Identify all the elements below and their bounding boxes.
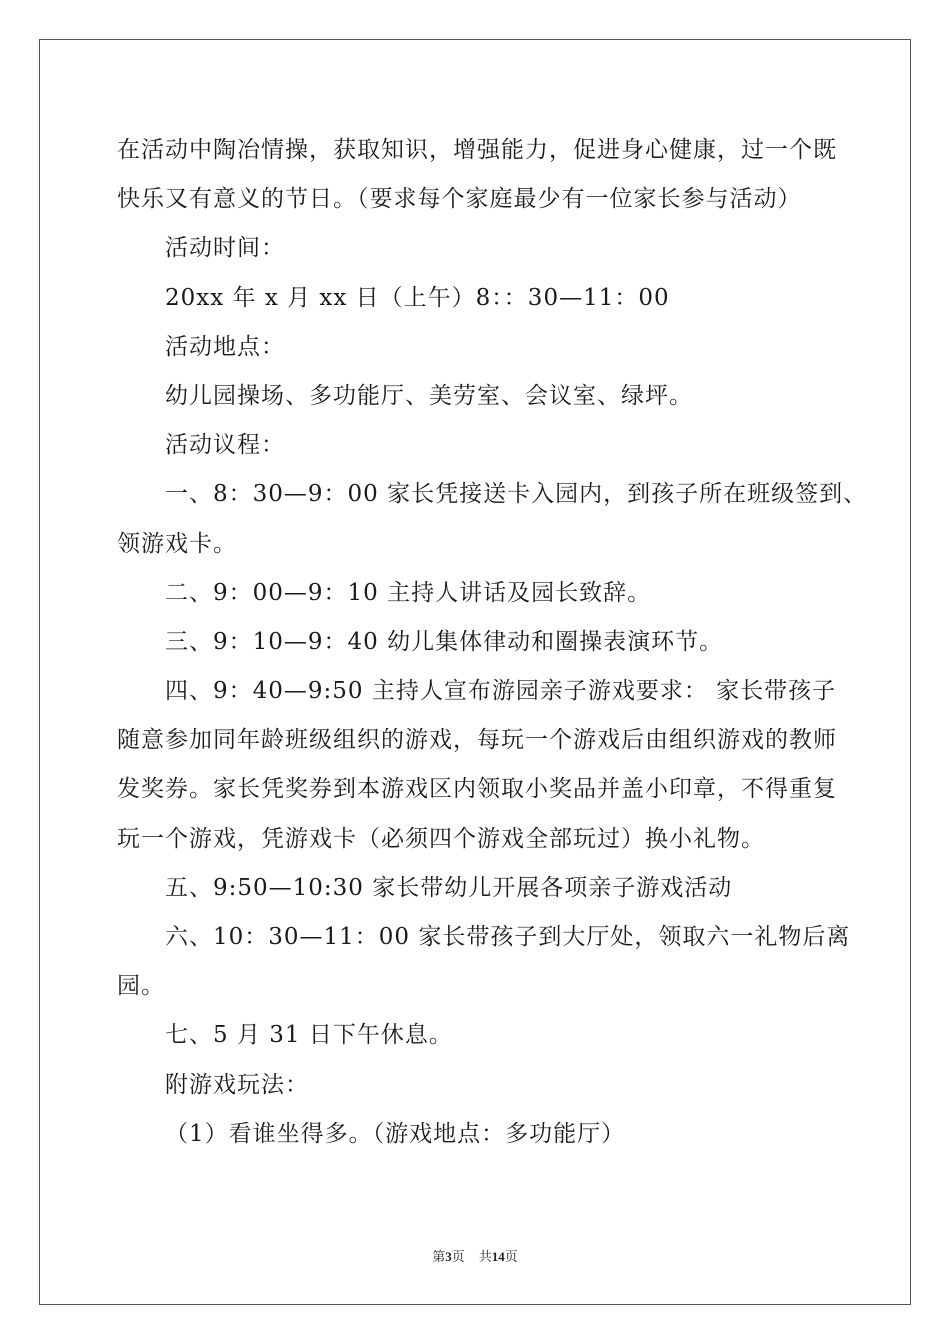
text-line: 四、9：40—9:50 主持人宣布游园亲子游戏要求： 家长带孩子	[165, 678, 837, 705]
text-line: 随意参加同年龄班级组织的游戏，每玩一个游戏后由组织游戏的教师	[117, 727, 837, 754]
page-footer	[0, 1246, 950, 1265]
text-line: 在活动中陶冶情操，获取知识，增强能力，促进身心健康，过一个既	[117, 137, 837, 163]
footer-page-number: 3	[445, 1249, 452, 1264]
text-line: 玩一个游戏，凭游戏卡（必须四个游戏全部玩过）换小礼物。	[117, 825, 765, 852]
text-line: 20xx 年 x 月 xx 日（上午）8：：30—11：00	[165, 284, 670, 311]
footer-page-prefix: 第	[432, 1249, 446, 1264]
text-line: 幼儿园操场、多功能厅、美劳室、会议室、绿坪。	[165, 382, 693, 409]
text-line: 六、10：30—11：00 家长带孩子到大厅处，领取六一礼物后离	[165, 924, 851, 950]
text-line: 三、9：10—9：40 幼儿集体律动和圈操表演环节。	[165, 628, 724, 655]
footer-total-pages: 14	[491, 1249, 505, 1264]
text-line: 一、8：30—9：00 家长凭接送卡入园内，到孩子所在班级签到、	[165, 481, 868, 508]
text-line: 发奖券。家长凭奖券到本游戏区内领取小奖品并盖小印章，不得重复	[117, 776, 837, 803]
text-line: 活动时间：	[165, 235, 285, 262]
text-line: 活动地点：	[165, 333, 285, 360]
text-line: 领游戏卡。	[117, 530, 237, 557]
document-body	[117, 126, 868, 1159]
text-line: 活动议程：	[165, 432, 285, 459]
text-line: 快乐又有意义的节日。（要求每个家庭最少有一位家长参与活动）	[117, 186, 802, 213]
text-line: 五、9:50—10:30 家长带幼儿开展各项亲子游戏活动	[165, 874, 733, 901]
text-line: 园。	[117, 973, 165, 1000]
text-line: 附游戏玩法：	[165, 1071, 309, 1098]
text-line: 七、5 月 31 日下午休息。	[165, 1022, 453, 1049]
text-line: 二、9：00—9：10 主持人讲话及园长致辞。	[165, 579, 652, 606]
footer-total-prefix: 共	[478, 1249, 492, 1264]
footer-page-suffix: 页	[451, 1249, 465, 1264]
text-line: （1）看谁坐得多。（游戏地点：多功能厅）	[165, 1120, 626, 1147]
footer-total-suffix: 页	[504, 1249, 518, 1264]
